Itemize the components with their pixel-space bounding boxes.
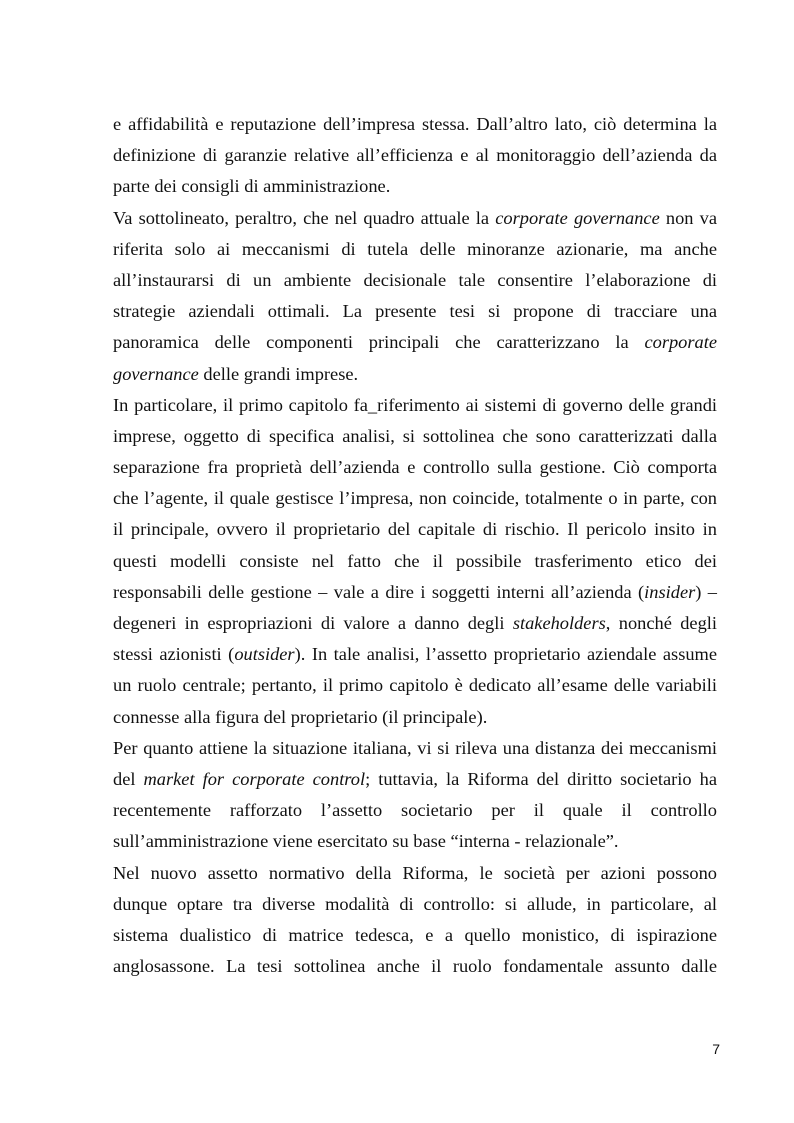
document-body	[113, 109, 717, 982]
italic-term: insider	[644, 581, 696, 602]
page-number: 7	[712, 1041, 720, 1057]
text-line: connesse alla figura del proprietario (il principale).	[113, 706, 488, 727]
text-line: governance delle grandi imprese.	[113, 363, 359, 384]
text-line: panoramica delle componenti principali che caratterizzano la corporate	[113, 332, 717, 353]
italic-term: stakeholders	[512, 613, 606, 633]
text-line: del market for corporate control; tuttavia, la Riforma del diritto societario ha	[113, 768, 717, 789]
italic-term: governance	[113, 363, 199, 384]
text-line: recentemente rafforzato l’assetto societario per il quale il controllo	[113, 800, 717, 821]
text-line: strategie aziendali ottimali. La presente tesi si propone di tracciare una	[113, 301, 717, 322]
text-line: imprese, oggetto di specifica analisi, si sottolinea che sono caratterizzati dalla	[113, 425, 717, 446]
text-line: stessi azionisti (outsider). In tale analisi, l’assetto proprietario aziendale assume	[113, 644, 718, 665]
text-line: un ruolo centrale; pertanto, il primo capitolo è dedicato all’esame delle variabili	[113, 675, 717, 696]
text-line: il principale, ovvero il proprietario del capitale di rischio. Il pericolo insito in	[113, 519, 717, 540]
text-line: questi modelli consiste nel fatto che il possibile trasferimento etico dei	[113, 550, 717, 571]
text-line: all’instaurarsi di un ambiente decisionale tale consentire l’elaborazione di	[113, 269, 717, 290]
text-line: Va sottolineato, peraltro, che nel quadro attuale la corporate governance non va	[113, 207, 718, 228]
text-line: sistema dualistico di matrice tedesca, e a quello monistico, di ispirazione	[113, 924, 717, 945]
italic-term: corporate	[644, 332, 717, 353]
text-line: Nel nuovo assetto normativo della Riforma, le società per azioni possono	[113, 862, 717, 883]
text-line: degeneri in espropriazioni di valore a danno degli stakeholders, nonché degli	[113, 613, 717, 633]
italic-term: market for corporate control	[143, 768, 366, 789]
text-line: sull’amministrazione viene esercitato su base “interna - relazionale”.	[113, 831, 619, 852]
text-line: anglosassone. La tesi sottolinea anche il ruolo fondamentale assunto dalle	[113, 956, 717, 977]
italic-term: outsider	[234, 644, 295, 665]
text-line: dunque optare tra diverse modalità di controllo: si allude, in particolare, al	[113, 893, 717, 914]
text-line: parte dei consigli di amministrazione.	[113, 176, 391, 197]
text-line: e affidabilità e reputazione dell’impresa stessa. Dall’altro lato, ciò determina la	[113, 114, 717, 134]
italic-term: corporate governance	[495, 207, 660, 228]
text-line: riferita solo ai meccanismi di tutela delle minoranze azionarie, ma anche	[113, 238, 717, 259]
text-line: che l’agente, il quale gestisce l’impresa, non coincide, totalmente o in parte, con	[113, 488, 717, 509]
text-line: definizione di garanzie relative all’efficienza e al monitoraggio dell’azienda da	[113, 145, 717, 166]
text-line: Per quanto attiene la situazione italiana, vi si rileva una distanza dei meccanismi	[113, 737, 717, 758]
text-line: In particolare, il primo capitolo fa_riferimento ai sistemi di governo delle grandi	[113, 394, 717, 415]
text-line: separazione fra proprietà dell’azienda e controllo sulla gestione. Ciò comporta	[113, 457, 717, 478]
text-line: responsabili delle gestione – vale a dire i soggetti interni all’azienda (insider) –	[113, 581, 717, 602]
